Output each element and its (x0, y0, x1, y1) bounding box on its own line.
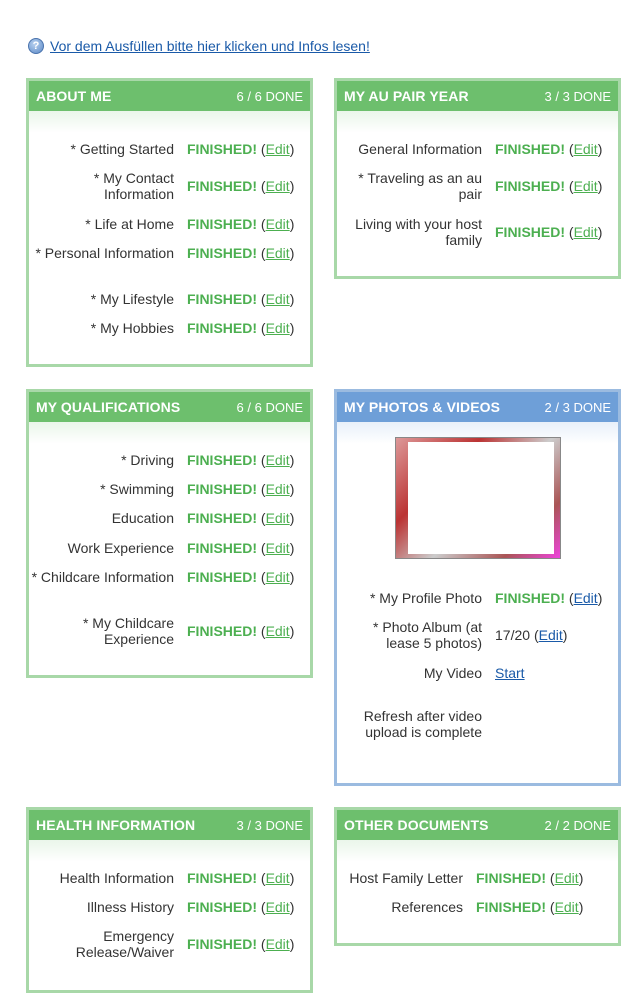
list-item: Work Experience FINISHED! (Edit) (29, 540, 294, 556)
list-item: Education FINISHED! (Edit) (29, 510, 294, 526)
status-finished: FINISHED! (495, 590, 565, 606)
panel-health-information (26, 807, 313, 993)
list-item: * Personal Information FINISHED! (Edit) (29, 245, 294, 261)
panel-title: OTHER DOCUMENTS (344, 817, 489, 833)
item-label: Health Information (59, 870, 174, 886)
list-item: * Life at Home FINISHED! (Edit) (29, 216, 294, 232)
status-finished: FINISHED! (187, 216, 257, 232)
list-item: * My Childcare Experience FINISHED! (Edit) (29, 615, 294, 647)
panel-count: 6 / 6 DONE (236, 88, 303, 104)
item-label: * My Contact Information (93, 170, 174, 202)
list-item: * Driving FINISHED! (Edit) (29, 452, 294, 468)
item-label: * My Profile Photo (369, 590, 482, 606)
list-item: Living with your host family FINISHED! (Edit) (337, 216, 602, 248)
item-label: Work Experience (67, 540, 174, 556)
status-finished: FINISHED! (476, 870, 546, 886)
list-item: * My Hobbies FINISHED! (Edit) (29, 320, 294, 336)
help-icon: ? (28, 38, 44, 54)
status-finished: FINISHED! (187, 178, 257, 194)
edit-link[interactable]: Edit (265, 320, 290, 336)
panel-title: MY AU PAIR YEAR (344, 88, 469, 104)
edit-link[interactable]: Edit (265, 899, 290, 915)
edit-link[interactable]: Edit (265, 569, 290, 585)
panel-header (29, 81, 310, 111)
panel-count: 3 / 3 DONE (236, 817, 303, 833)
list-item: * Getting Started FINISHED! (Edit) (29, 141, 294, 157)
status-finished: FINISHED! (187, 452, 257, 468)
status-finished: FINISHED! (495, 178, 565, 194)
list-item: * My Profile Photo FINISHED! (Edit) (337, 590, 602, 606)
list-item: * Photo Album (at lease 5 photos) 17/20 (Edit) (337, 619, 567, 651)
status-finished: FINISHED! (495, 224, 565, 240)
info-link[interactable]: Vor dem Ausfüllen bitte hier klicken und Infos lesen! (50, 38, 370, 54)
panel-other-documents (334, 807, 621, 946)
item-label: Education (111, 510, 174, 526)
item-label: * Photo Album (at lease 5 photos) (373, 619, 482, 651)
video-start-link[interactable]: Start (495, 665, 525, 681)
item-label: My Video (423, 665, 482, 681)
list-item: References FINISHED! (Edit) (337, 899, 583, 915)
panel-title: ABOUT ME (36, 88, 112, 104)
item-label: * Childcare Information (31, 569, 174, 585)
panel-count: 6 / 6 DONE (236, 399, 303, 415)
edit-link[interactable]: Edit (265, 141, 290, 157)
edit-link[interactable]: Edit (573, 141, 598, 157)
panel-au-pair-year (334, 78, 621, 279)
edit-link[interactable]: Edit (554, 899, 579, 915)
item-label: Host Family Letter (349, 870, 463, 886)
list-item: * My Lifestyle FINISHED! (Edit) (29, 291, 294, 307)
panel-header (29, 810, 310, 840)
edit-link[interactable]: Edit (265, 481, 290, 497)
edit-link[interactable]: Edit (265, 936, 290, 952)
list-item: Host Family Letter FINISHED! (Edit) (337, 870, 583, 886)
item-label: Illness History (86, 899, 174, 915)
status-finished: FINISHED! (187, 540, 257, 556)
panel-header (337, 81, 618, 111)
refresh-label: Refresh after video upload is complete (363, 708, 482, 740)
edit-link[interactable]: Edit (265, 245, 290, 261)
item-label: * Driving (121, 452, 174, 468)
list-item: * Swimming FINISHED! (Edit) (29, 481, 294, 497)
list-item: Emergency Release/Waiver FINISHED! (Edit) (29, 928, 294, 960)
status-finished: FINISHED! (187, 870, 257, 886)
edit-link[interactable]: Edit (265, 216, 290, 232)
panel-header (337, 392, 618, 422)
edit-link[interactable]: Edit (573, 224, 598, 240)
item-label: * My Childcare Experience (82, 615, 174, 647)
status-finished: FINISHED! (187, 141, 257, 157)
list-item: * Childcare Information FINISHED! (Edit) (29, 569, 294, 585)
item-label: * Getting Started (70, 141, 174, 157)
status-finished: FINISHED! (187, 245, 257, 261)
item-label: References (391, 899, 463, 915)
list-item (337, 665, 525, 681)
info-link-row (28, 38, 370, 54)
edit-link[interactable]: Edit (265, 178, 290, 194)
item-label: * Traveling as an au pair (358, 170, 482, 202)
status-finished: FINISHED! (187, 569, 257, 585)
album-count: 17/20 (495, 627, 531, 643)
photo-placeholder (408, 442, 554, 554)
edit-link[interactable]: Edit (538, 627, 563, 643)
edit-link[interactable]: Edit (265, 540, 290, 556)
status-finished: FINISHED! (187, 899, 257, 915)
item-label: Emergency Release/Waiver (75, 928, 174, 960)
panel-qualifications (26, 389, 313, 678)
panel-count: 2 / 3 DONE (544, 399, 611, 415)
list-item: Health Information FINISHED! (Edit) (29, 870, 294, 886)
status-finished: FINISHED! (476, 899, 546, 915)
list-item: General Information FINISHED! (Edit) (337, 141, 602, 157)
panel-count: 2 / 2 DONE (544, 817, 611, 833)
panel-title: MY QUALIFICATIONS (36, 399, 181, 415)
status-finished: FINISHED! (187, 510, 257, 526)
edit-link[interactable]: Edit (554, 870, 579, 886)
panel-header (337, 810, 618, 840)
panel-title: HEALTH INFORMATION (36, 817, 196, 833)
list-item: * Traveling as an au pair FINISHED! (Edit) (337, 170, 602, 202)
panel-about-me (26, 78, 313, 367)
list-item: * My Contact Information FINISHED! (Edit) (29, 170, 294, 202)
edit-link[interactable]: Edit (265, 291, 290, 307)
edit-link[interactable]: Edit (265, 452, 290, 468)
list-item: Illness History FINISHED! (Edit) (29, 899, 294, 915)
edit-link[interactable]: Edit (265, 510, 290, 526)
status-finished: FINISHED! (187, 320, 257, 336)
panel-count: 3 / 3 DONE (544, 88, 611, 104)
status-finished: FINISHED! (187, 623, 257, 639)
panel-header (29, 392, 310, 422)
item-label: * My Hobbies (90, 320, 174, 336)
item-label: General Information (358, 141, 482, 157)
status-finished: FINISHED! (495, 141, 565, 157)
edit-link[interactable]: Edit (265, 623, 290, 639)
item-label: * Life at Home (85, 216, 174, 232)
item-label: * Personal Information (35, 245, 174, 261)
edit-link[interactable]: Edit (573, 590, 598, 606)
edit-link[interactable]: Edit (573, 178, 598, 194)
edit-link[interactable]: Edit (265, 870, 290, 886)
profile-photo-thumbnail[interactable] (395, 437, 561, 559)
refresh-note (337, 708, 482, 740)
status-finished: FINISHED! (187, 291, 257, 307)
status-finished: FINISHED! (187, 936, 257, 952)
panel-title: MY PHOTOS & VIDEOS (344, 399, 501, 415)
item-label: * My Lifestyle (90, 291, 174, 307)
item-label: Living with your host family (355, 216, 482, 248)
status-finished: FINISHED! (187, 481, 257, 497)
item-label: * Swimming (100, 481, 174, 497)
panel-photos-videos (334, 389, 621, 786)
